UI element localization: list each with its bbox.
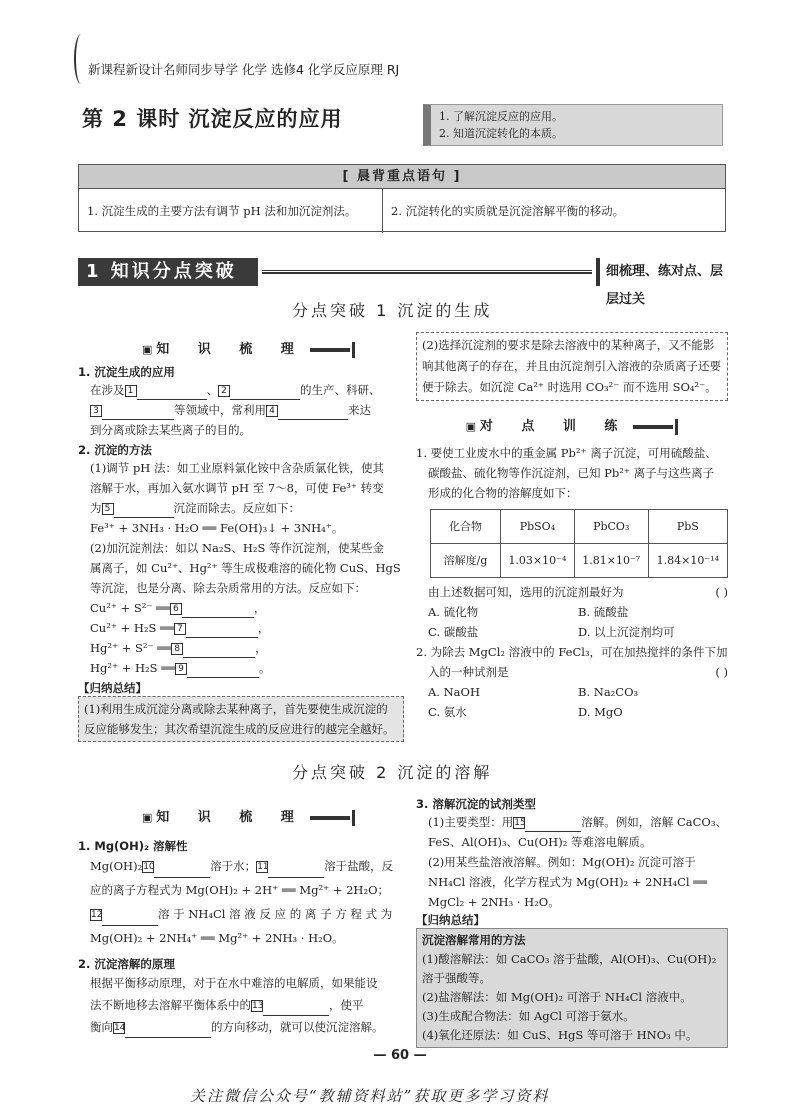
blank-number: 2 bbox=[218, 385, 230, 397]
summary-box bbox=[416, 928, 728, 1048]
option-b[interactable]: B. 硫酸盐 bbox=[578, 604, 629, 619]
part1-title: 分点突破 1 沉淀的生成 bbox=[292, 301, 493, 320]
option-a[interactable]: A. 硫化物 bbox=[428, 604, 479, 619]
goal-item: 2. 知道沉淀转化的本质。 bbox=[439, 127, 563, 140]
training-icon: ▣ bbox=[465, 420, 476, 433]
section-heading: 1. 沉淀生成的应用 bbox=[78, 365, 175, 379]
answer-blank[interactable] bbox=[154, 864, 210, 878]
summary-label: 【归纳总结】 bbox=[78, 681, 147, 695]
banner-subtitle: 细梳理、练对点、层层过关 bbox=[596, 258, 726, 286]
question-text: 形成的化合物的溶解度如下： bbox=[428, 485, 578, 500]
section-heading: 2. 沉淀的方法 bbox=[78, 443, 152, 457]
part2-right-column bbox=[416, 796, 728, 1048]
table-header: 化合物 bbox=[431, 509, 501, 543]
blank-number: 4 bbox=[266, 405, 278, 417]
text: 溶于水； bbox=[210, 859, 257, 873]
text: 溶解。例如，溶解 CaCO₃、 bbox=[581, 815, 727, 829]
answer-blank[interactable] bbox=[125, 1024, 211, 1038]
text: 在涉及 bbox=[90, 383, 125, 397]
text: 衡向 bbox=[90, 1020, 113, 1034]
text: (2)加沉淀剂法：如以 Na₂S、H₂S 等作沉淀剂，使某些金 bbox=[90, 541, 385, 555]
question-text: 由上述数据可知，选用的沉淀剂最好为 bbox=[428, 584, 624, 599]
text: (1)调节 pH 法：如工业原料氯化铵中含杂质氯化铁，使其 bbox=[90, 461, 384, 475]
blank-number: 9 bbox=[175, 663, 187, 675]
goal-item: 1. 了解沉淀反应的应用。 bbox=[439, 110, 563, 123]
equation: Hg²⁺ + H₂S ══ bbox=[90, 661, 176, 675]
equation: NH₄Cl 溶液，化学方程式为 Mg(OH)₂ + 2NH₄Cl ══ bbox=[428, 875, 708, 889]
text: 来达 bbox=[348, 403, 371, 417]
training-heading bbox=[416, 415, 728, 435]
answer-blank[interactable] bbox=[102, 406, 174, 420]
knowledge-heading-text: 知 识 梳 理 bbox=[156, 342, 306, 357]
summary-label: 【归纳总结】 bbox=[416, 913, 485, 927]
recite-box bbox=[78, 164, 726, 232]
blank-number: 13 bbox=[252, 1001, 264, 1011]
answer-blank[interactable] bbox=[278, 406, 348, 420]
answer-blank[interactable] bbox=[187, 664, 259, 678]
answer-blank[interactable] bbox=[263, 1002, 329, 1016]
solubility-table bbox=[430, 509, 728, 578]
knowledge-icon: ▣ bbox=[142, 811, 153, 824]
summary-item: (3)生成配合物法：如 AgCl 可溶于氨水。 bbox=[422, 1009, 635, 1023]
equation: Cu²⁺ + H₂S ══ bbox=[90, 621, 174, 635]
banner-title: 1 知识分点突破 bbox=[78, 258, 258, 286]
text: 到分离或除去某些离子的目的。 bbox=[90, 423, 251, 437]
text: 为 bbox=[90, 501, 102, 515]
text: 的方向移动，就可以使沉淀溶解。 bbox=[211, 1020, 384, 1034]
heading-bar-end bbox=[675, 419, 678, 435]
part1-right-column bbox=[416, 332, 728, 722]
banner-line bbox=[262, 270, 592, 274]
equation: MgCl₂ + 2NH₃ · H₂O。 bbox=[428, 895, 560, 909]
table-header: PbCO₃ bbox=[574, 509, 648, 543]
summary-box: (1)利用生成沉淀分离或除去某种离子，首先要使生成沉淀的反应能够发生；其次希望沉淀生成的反应进行的越完全越好。 bbox=[78, 696, 404, 742]
blank-number: 8 bbox=[171, 643, 183, 655]
blank-number: 6 bbox=[170, 603, 182, 615]
summary-item: (1)酸溶解法：如 CaCO₃ 溶于盐酸，Al(OH)₃、Cu(OH)₂ 溶于强酸等。 bbox=[422, 952, 717, 985]
knowledge-heading-text: 知 识 梳 理 bbox=[156, 810, 306, 825]
table-header: PbSO₄ bbox=[501, 509, 575, 543]
table-cell: 1.84×10⁻¹⁴ bbox=[648, 543, 727, 577]
book-title: 新课程新设计名师同步导学 化学 选修4 化学反应原理 RJ bbox=[88, 62, 400, 77]
equation: Fe³⁺ + 3NH₃ · H₂O ══ Fe(OH)₃↓ + 3NH₄⁺。 bbox=[90, 521, 344, 535]
heading-bar bbox=[310, 348, 350, 352]
text: 法不断地移去溶解平衡体系中的 bbox=[90, 998, 251, 1012]
table-cell: 1.03×10⁻⁴ bbox=[501, 543, 575, 577]
learning-goals bbox=[423, 104, 723, 146]
blank-number: 7 bbox=[174, 623, 186, 635]
section-heading: 1. Mg(OH)₂ 溶解性 bbox=[78, 839, 188, 853]
summary-item: (2)盐溶解法：如 Mg(OH)₂ 可溶于 NH₄Cl 溶液中。 bbox=[422, 990, 692, 1004]
answer-blank[interactable] bbox=[268, 864, 324, 878]
text: 属离子，如 Cu²⁺、Hg²⁺ 等生成极难溶的硫化物 CuS、HgS bbox=[90, 561, 401, 575]
text: 的生产、科研、 bbox=[300, 383, 381, 397]
text: (1)主要类型：用 bbox=[428, 815, 514, 829]
lesson-title: 第 2 课时 沉淀反应的应用 bbox=[82, 107, 343, 131]
question-text: 2. 为除去 MgCl₂ 溶液中的 FeCl₃，可在加热搅拌的条件下加 bbox=[416, 644, 728, 659]
text: 等领域中，常利用 bbox=[174, 403, 266, 417]
heading-bar bbox=[310, 816, 350, 820]
section-heading: 2. 沉淀溶解的原理 bbox=[78, 957, 175, 971]
footer-note: 关注微信公众号“教辅资料站”获取更多学习资料 bbox=[190, 1087, 550, 1105]
text: 溶 于 NH₄Cl 溶 液 反 应 的 离 子 方 程 式 为 bbox=[158, 907, 393, 921]
option-a[interactable]: A. NaOH bbox=[428, 684, 480, 699]
recite-heading: [ 晨背重点语句 ] bbox=[79, 165, 725, 189]
blank-number: 12 bbox=[91, 910, 103, 920]
text: 溶于盐酸，反 bbox=[324, 859, 394, 873]
text: ，使平 bbox=[329, 998, 364, 1012]
blank-number: 15 bbox=[514, 818, 526, 828]
part1-left-column: 1. 沉淀生成的应用 在涉及 1 、 2 的生产、科研、 3 等领域中，常利用 4 来达 到分离或除去某些离子的目的。 2. 沉淀的方法 (1)调节 pH 法：如工业原料氯化铵中含杂质氯化铁，使其 溶解于水，再加入氨水调节 pH 至 7～8，可使 Fe³⁺ 转变 为 5 沉淀而除去。反应如下： Fe³⁺ + 3NH₃ · H₂O ══ Fe(OH)₃↓ + 3NH₄⁺。 (2)加沉淀剂法：如以 Na₂S、H₂S 等作沉淀剂，使某些金 属离子，如 Cu²⁺、Hg²⁺ 等生成极难溶的硫化物 CuS、HgS 等沉淀，也是分离、除去杂质常用的方法。反应如下： Cu²⁺ + S²⁻ ══ 6 ， Cu²⁺ + H₂S ══ 7 ， Hg²⁺ + S²⁻ ══ 8 ， Hg²⁺ + H₂S ══ 9 。 【归纳总结】 (1)利用生成沉淀分离或除去某种离子，首先要使生成沉淀的反应能够发生；其次希望沉淀生成的反应进行的越完全越好。 bbox=[78, 364, 404, 742]
question-text: 碳酸盐、硫化物等作沉淀剂，已知 Pb²⁺ 离子与这些离子 bbox=[428, 465, 715, 480]
page-number: — 60 — bbox=[373, 1048, 427, 1063]
note-box: (2)选择沉淀剂的要求是除去溶液中的某种离子，又不能影响其他离子的存在，并且由沉淀剂引入溶液的杂质离子还要便于除去。如沉淀 Ca²⁺ 时选用 CO₃²⁻ 而不选用 SO₄²⁻。 bbox=[416, 332, 728, 401]
knowledge-heading bbox=[142, 338, 355, 358]
table-cell: 1.81×10⁻⁷ bbox=[574, 543, 648, 577]
blank-number: 10 bbox=[143, 862, 155, 872]
heading-bar-end bbox=[352, 810, 355, 826]
answer-blank[interactable] bbox=[183, 644, 255, 658]
header-bracket bbox=[74, 34, 88, 84]
blank-number: 11 bbox=[257, 862, 269, 872]
knowledge-icon: ▣ bbox=[142, 343, 153, 356]
answer-paren[interactable]: ( ) bbox=[715, 664, 728, 679]
text: FeS、Al(OH)₃、Cu(OH)₂ 等难溶电解质。 bbox=[428, 835, 652, 849]
summary-title: 沉淀溶解常用的方法 bbox=[422, 933, 526, 947]
text: 沉淀而除去。反应如下： bbox=[173, 501, 300, 515]
blank-number: 14 bbox=[114, 1023, 126, 1033]
equation: 应的离子方程式为 Mg(OH)₂ + 2H⁺ ══ Mg²⁺ + 2H₂O； bbox=[90, 883, 389, 897]
recite-item: 1. 沉淀生成的主要方法有调节 pH 法和加沉淀剂法。 bbox=[87, 204, 357, 218]
answer-blank[interactable] bbox=[114, 504, 174, 518]
option-b[interactable]: B. Na₂CO₃ bbox=[578, 684, 639, 699]
option-c[interactable]: C. 氨水 bbox=[428, 704, 467, 719]
blank-number: 3 bbox=[90, 405, 102, 417]
equation: Cu²⁺ + S²⁻ ══ bbox=[90, 601, 170, 615]
heading-bar-end bbox=[352, 342, 355, 358]
blank-number: 5 bbox=[102, 503, 114, 515]
section-banner bbox=[78, 258, 726, 307]
blank-number: 1 bbox=[125, 385, 137, 397]
training-heading-text: 对 点 训 练 bbox=[479, 419, 630, 434]
option-d[interactable]: D. MgO bbox=[578, 704, 623, 719]
question-text: 入的一种试剂是 bbox=[428, 664, 509, 679]
text: (2)用某些盐溶液溶解。例如：Mg(OH)₂ 沉淀可溶于 bbox=[428, 855, 696, 869]
question-text: 1. 要使工业废水中的重金属 Pb²⁺ 离子沉淀，可用硫酸盐、 bbox=[416, 445, 717, 460]
text: 溶解于水，再加入氨水调节 pH 至 7～8，可使 Fe³⁺ 转变 bbox=[90, 481, 384, 495]
recite-item: 2. 沉淀转化的实质就是沉淀溶解平衡的移动。 bbox=[391, 204, 625, 218]
summary-item: (4)氧化还原法：如 CuS、HgS 等可溶于 HNO₃ 中。 bbox=[422, 1028, 698, 1042]
table-header: PbS bbox=[648, 509, 727, 543]
answer-blank[interactable] bbox=[102, 912, 158, 926]
part2-title: 分点突破 2 沉淀的溶解 bbox=[292, 763, 493, 782]
text: 根据平衡移动原理，对于在水中难溶的电解质，如果能设 bbox=[90, 976, 378, 990]
part2-left-column bbox=[78, 838, 404, 1038]
answer-blank[interactable] bbox=[230, 386, 300, 400]
equation: Hg²⁺ + S²⁻ ══ bbox=[90, 641, 172, 655]
table-row-label: 溶解度/g bbox=[431, 543, 501, 577]
text: 等沉淀，也是分离、除去杂质常用的方法。反应如下： bbox=[90, 581, 366, 595]
text: Mg(OH)₂ bbox=[90, 859, 143, 873]
answer-blank[interactable] bbox=[525, 818, 581, 832]
section-heading: 3. 溶解沉淀的试剂类型 bbox=[416, 797, 536, 811]
equation: Mg(OH)₂ + 2NH₄⁺ ══ Mg²⁺ + 2NH₃ · H₂O。 bbox=[90, 931, 344, 945]
answer-blank[interactable] bbox=[186, 624, 258, 638]
answer-blank[interactable] bbox=[137, 386, 207, 400]
knowledge-heading bbox=[142, 806, 355, 826]
heading-bar bbox=[633, 425, 673, 429]
option-c[interactable]: C. 碳酸盐 bbox=[428, 624, 479, 639]
option-d[interactable]: D. 以上沉淀剂均可 bbox=[578, 624, 675, 639]
answer-paren[interactable]: ( ) bbox=[715, 584, 728, 599]
answer-blank[interactable] bbox=[182, 604, 254, 618]
